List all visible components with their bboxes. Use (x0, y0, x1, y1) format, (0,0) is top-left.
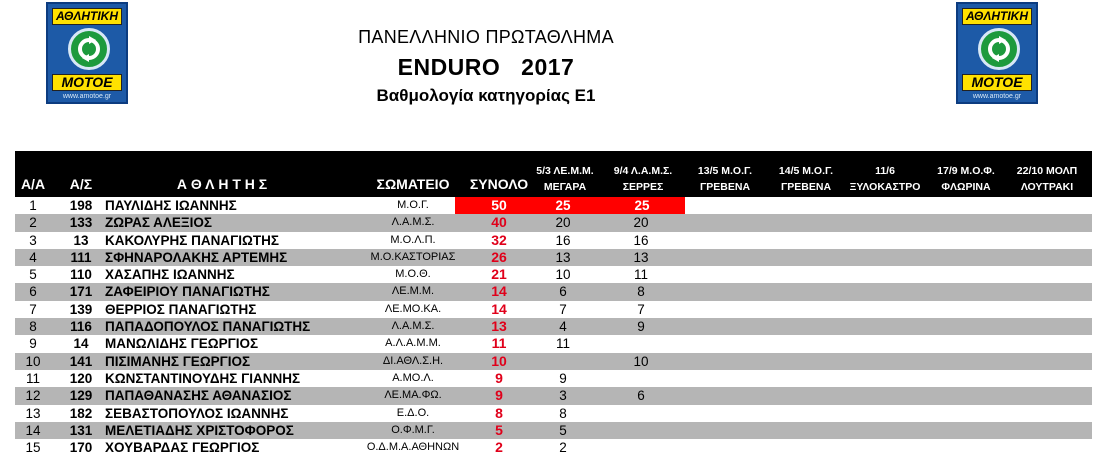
table-row (15, 353, 1092, 370)
round-2-points: 7 (637, 301, 645, 317)
round-1-points: 3 (559, 388, 567, 404)
table-row (15, 283, 1092, 300)
athlete-name: ΖΑΦΕΙΡΙΟΥ ΠΑΝΑΓΙΩΤΗΣ (105, 284, 270, 300)
athlete-name: ΠΙΣΙΜΑΝΗΣ ΓΕΩΡΓΙΟΣ (105, 353, 251, 369)
athlete-name: ΧΟΥΒΑΡΔΑΣ ΓΕΩΡΓΙΟΣ (105, 440, 260, 456)
total-points: 26 (491, 248, 507, 265)
position: 10 (25, 353, 41, 369)
race-number: 14 (73, 336, 89, 352)
race-number: 141 (69, 353, 93, 369)
round-2-points: 8 (637, 284, 645, 300)
total-points: 40 (491, 214, 507, 231)
race-number: 133 (69, 215, 93, 231)
header-round-6-line2: ΦΛΩΡΙΝΑ (941, 181, 991, 193)
header-round-5 (845, 163, 925, 195)
header-round-1-line1: 5/3 ΛΕ.Μ.Μ. (536, 165, 594, 177)
round-1-points: 6 (559, 284, 567, 300)
round-2-points: 25 (599, 197, 685, 214)
total-points: 14 (491, 283, 507, 300)
header-round-6-line1: 17/9 Μ.Ο.Φ. (937, 165, 995, 177)
race-number: 129 (69, 388, 93, 404)
race-number: 111 (70, 249, 92, 265)
header-round-1 (527, 163, 603, 195)
athlete-name: ΚΩΝΣΤΑΝΤΙΝΟΥΔΗΣ ΓΙΑΝΝΗΣ (105, 370, 301, 386)
position: 8 (29, 319, 37, 335)
header-round-5-line1: 11/6 (875, 165, 895, 177)
total-points: 32 (491, 231, 507, 248)
race-number: 116 (70, 319, 92, 335)
athlete-name: ΘΕΡΡΙΟΣ ΠΑΝΑΓΙΩΤΗΣ (105, 301, 257, 317)
club: Μ.Ο.Λ.Π. (390, 233, 436, 246)
category-title: Βαθμολογία κατηγορίας Ε1 (376, 86, 596, 105)
club: Α.ΜΟ.Λ. (392, 371, 434, 384)
header-round-4-line1: 14/5 Μ.Ο.Γ. (778, 165, 834, 177)
logo-top-text: ΑΘΛΗΤΙΚΗ (962, 8, 1032, 25)
table-row (15, 266, 1092, 283)
round-1-points: 16 (555, 232, 571, 248)
round-1-points: 20 (555, 215, 571, 231)
table-row (15, 232, 1092, 249)
total-points: 2 (495, 439, 503, 456)
club: Ο.Φ.Μ.Γ. (391, 423, 435, 436)
athlete-name: ΚΑΚΟΛΥΡΗΣ ΠΑΝΑΓΙΩΤΗΣ (105, 232, 279, 248)
table-row (15, 301, 1092, 318)
position: 3 (29, 232, 37, 248)
round-1-points: 10 (555, 267, 571, 283)
header-round-2-line1: 9/4 Λ.Α.Μ.Σ. (613, 165, 673, 177)
position: 7 (29, 301, 37, 317)
athlete-name: ΣΕΒΑΣΤΟΠΟΥΛΟΣ ΙΩΑΝΝΗΣ (105, 405, 289, 421)
header-total: ΣΥΝΟΛΟ (469, 176, 529, 192)
header-round-7-line1: 22/10 ΜΟΛΠ (1016, 165, 1078, 177)
table-row (15, 335, 1092, 352)
logo-bottom-text: ΜΟΤΟΕ (962, 74, 1032, 91)
standings-table-header (15, 151, 1092, 197)
table-row (15, 439, 1092, 456)
club: ΛΕ.ΜΟ.ΚΑ. (384, 302, 442, 315)
table-row (15, 405, 1092, 422)
round-2-points: 9 (637, 319, 645, 335)
header-round-7-line2: ΛΟΥΤΡΑΚΙ (1020, 181, 1074, 193)
race-number: 110 (70, 267, 92, 283)
header-round-7 (1006, 163, 1088, 195)
logo-top-text: ΑΘΛΗΤΙΚΗ (52, 8, 122, 25)
total-points: 10 (491, 352, 507, 369)
race-number: 198 (69, 198, 93, 213)
position: 5 (29, 267, 37, 283)
club: Μ.Ο.Θ. (395, 268, 431, 281)
header-round-4-line2: ΓΡΕΒΕΝΑ (780, 181, 832, 193)
club: Ο.Δ.Μ.Α.ΑΘΗΝΩΝ (366, 441, 460, 454)
header-round-2 (603, 163, 683, 195)
total-points: 5 (495, 421, 503, 438)
club: Μ.Ο.Γ. (397, 199, 429, 211)
club: Λ.Α.Μ.Σ. (391, 216, 435, 229)
club: ΔΙ.ΑΘΛ.Σ.Η. (382, 354, 444, 367)
header-round-6 (927, 163, 1005, 195)
total-points: 11 (491, 335, 507, 352)
total-points: 21 (491, 266, 507, 283)
table-row (15, 214, 1092, 231)
round-1-points: 7 (559, 301, 567, 317)
total-points: 14 (491, 300, 507, 317)
round-1-points: 4 (559, 319, 567, 335)
athlete-name: ΠΑΠΑΘΑΝΑΣΗΣ ΑΘΑΝΑΣΙΟΣ (105, 388, 292, 404)
header-athlete: Α Θ Λ Η Τ Η Σ (176, 176, 268, 192)
header-round-4 (767, 163, 845, 195)
position: 1 (29, 198, 37, 213)
championship-title: ΠΑΝΕΛΛΗΝΙΟ ΠΡΩΤΑΘΛΗΜΑ (358, 27, 614, 47)
race-number: 131 (69, 422, 93, 438)
round-1-points: 25 (527, 197, 599, 214)
position: 12 (25, 388, 41, 404)
athlete-name: ΜΑΝΩΛΙΔΗΣ ΓΕΩΡΓΙΟΣ (105, 336, 259, 352)
round-1-points: 5 (559, 422, 567, 438)
athlete-name: ΖΩΡΑΣ ΑΛΕΞΙΟΣ (105, 215, 212, 231)
position: 6 (29, 284, 37, 300)
position: 11 (25, 370, 40, 386)
race-number: 171 (69, 284, 93, 300)
header-round-3-line1: 13/5 Μ.Ο.Γ. (697, 165, 753, 177)
header-round-1-line2: ΜΕΓΑΡΑ (543, 181, 587, 193)
round-1-points: 9 (559, 370, 567, 386)
logo-url: www.amotoe.gr (62, 93, 112, 100)
table-row (15, 370, 1092, 387)
position: 9 (29, 336, 37, 352)
table-row (15, 422, 1092, 439)
header-round-5-line2: ΞΥΛΟΚΑΣΤΡΟ (849, 181, 921, 193)
round-1-points: 13 (555, 249, 571, 265)
header-round-3-line2: ΓΡΕΒΕΝΑ (699, 181, 751, 193)
total-points: 50 (455, 197, 543, 214)
athlete-name: ΜΕΛΕΤΙΑΔΗΣ ΧΡΙΣΤΟΦΟΡΟΣ (105, 422, 294, 438)
header-round-3 (686, 163, 764, 195)
race-number: 182 (69, 405, 93, 421)
round-1-points: 8 (559, 405, 567, 421)
club: Ε.Δ.Ο. (396, 406, 430, 419)
position: 15 (25, 440, 41, 456)
logo-url: www.amotoe.gr (972, 93, 1022, 100)
race-number: 139 (69, 301, 93, 317)
position: 2 (29, 215, 37, 231)
standings-table-body (15, 197, 1092, 456)
club: Λ.Α.Μ.Σ. (391, 320, 435, 333)
athlete-name: ΠΑΠΑΔΟΠΟΥΛΟΣ ΠΑΝΑΓΙΩΤΗΣ (105, 319, 311, 335)
recycle-arrow-icon (978, 28, 1020, 70)
total-points: 8 (495, 404, 503, 421)
table-row (15, 387, 1092, 404)
table-row (15, 197, 1092, 214)
position: 13 (25, 405, 41, 421)
club: ΛΕ.ΜΑ.ΦΩ. (384, 389, 442, 402)
position: 14 (25, 422, 41, 438)
event-title: ENDURO 2017 (397, 54, 575, 80)
total-points: 9 (495, 387, 503, 404)
header-club: ΣΩΜΑΤΕΙΟ (376, 176, 450, 192)
total-points: 13 (491, 318, 507, 335)
table-row (15, 318, 1092, 335)
total-points: 9 (495, 369, 503, 386)
header-as: Α/Σ (69, 176, 93, 192)
race-number: 170 (69, 440, 93, 456)
round-1-points: 11 (555, 336, 570, 352)
round-2-points: 20 (633, 215, 649, 231)
club: ΛΕ.Μ.Μ. (391, 285, 435, 298)
race-number: 120 (69, 370, 93, 386)
round-2-points: 16 (633, 232, 649, 248)
logo-bottom-text: ΜΟΤΟΕ (52, 74, 122, 91)
athlete-name: ΠΑΥΛΙΔΗΣ ΙΩΑΝΝΗΣ (105, 198, 237, 213)
position: 4 (29, 249, 37, 265)
race-number: 13 (73, 232, 89, 248)
round-2-points: 11 (633, 267, 648, 283)
round-2-points: 13 (633, 249, 649, 265)
round-1-points: 2 (559, 440, 567, 456)
table-row (15, 249, 1092, 266)
header-aa: Α/Α (20, 176, 46, 192)
round-2-points: 10 (633, 353, 649, 369)
round-2-points: 6 (637, 388, 645, 404)
athlete-name: ΣΦΗΝΑΡΟΛΑΚΗΣ ΑΡΤΕΜΗΣ (105, 249, 288, 265)
club: Μ.Ο.ΚΑΣΤΟΡΙΑΣ (370, 250, 456, 263)
athlete-name: ΧΑΣΑΠΗΣ ΙΩΑΝΝΗΣ (105, 267, 235, 283)
header-round-2-line2: ΣΕΡΡΕΣ (622, 181, 664, 193)
club: Α.Λ.Α.Μ.Μ. (385, 337, 441, 350)
